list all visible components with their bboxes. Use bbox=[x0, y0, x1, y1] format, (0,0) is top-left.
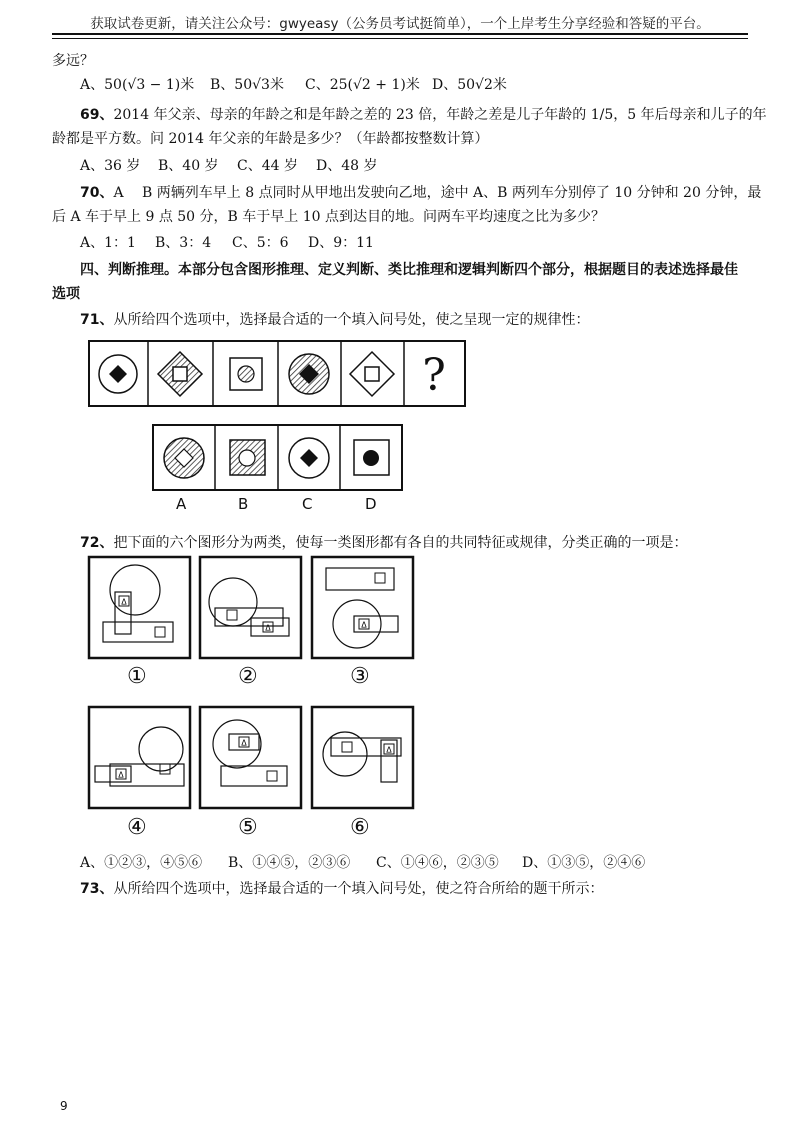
page-header-banner: 获取试卷更新，请关注公众号：gwyeasy（公务员考试挺简单），一个上岸考生分享经验和答疑的平台。 bbox=[90, 16, 710, 32]
q68-option-b: B、50√3米 bbox=[210, 77, 284, 93]
svg-text:Δ: Δ bbox=[241, 738, 247, 748]
q72-figure-5 bbox=[199, 706, 303, 810]
q72-option-b: B、①④⑤，②③⑥ bbox=[228, 855, 351, 871]
svg-text:Δ: Δ bbox=[118, 770, 124, 780]
q72-figure-1 bbox=[88, 556, 192, 660]
q72-option-d: D、①③⑤，②④⑥ bbox=[522, 855, 646, 871]
q69-stem-line2: 龄都是平方数。问 2014 年父亲的年龄是多少？（年龄都按整数计算） bbox=[52, 131, 489, 147]
q72-stem: 72、把下面的六个图形分为两类，使每一类图形都有各自的共同特征或规律，分类正确的一项是： bbox=[80, 535, 688, 551]
svg-text:Δ: Δ bbox=[265, 623, 271, 633]
q72-figure-label-2: ② bbox=[238, 664, 258, 689]
q72-figure-label-6: ⑥ bbox=[350, 815, 370, 840]
q72-option-a: A、①②③，④⑤⑥ bbox=[80, 855, 203, 871]
q69-option-b: B、40 岁 bbox=[158, 158, 219, 174]
q72-figure-6 bbox=[311, 706, 415, 810]
q68-option-a: A、50(√3 − 1)米 bbox=[80, 77, 195, 93]
section4-heading-line2: 选项 bbox=[52, 286, 80, 302]
q70-stem-line1: 70、A B 两辆列车早上 8 点同时从甲地出发驶向乙地，途中 A、B 两列车分别停了 10 分钟和 20 分钟，最 bbox=[80, 185, 762, 201]
q71-option-label-d: D bbox=[365, 495, 377, 513]
svg-text:Δ: Δ bbox=[361, 620, 367, 630]
q71-sequence-figure bbox=[88, 340, 468, 408]
q72-figure-3 bbox=[311, 556, 415, 660]
q71-question-mark: ? bbox=[422, 350, 446, 401]
q72-figure-2 bbox=[199, 556, 303, 660]
q72-figure-label-4: ④ bbox=[127, 815, 147, 840]
q72-figure-label-3: ③ bbox=[350, 664, 370, 689]
q71-option-label-b: B bbox=[238, 495, 249, 513]
q72-figure-4 bbox=[88, 706, 192, 810]
q71-option-label-c: C bbox=[302, 495, 313, 513]
header-rule-thick bbox=[52, 33, 748, 35]
q70-stem-line2: 后 A 车于早上 9 点 50 分，B 车于早上 10 点到达目的地。问两车平均速度之比为多少？ bbox=[52, 209, 605, 225]
q70-option-a: A、1：1 bbox=[80, 235, 136, 251]
q70-option-c: C、5：6 bbox=[232, 235, 289, 251]
q71-option-label-a: A bbox=[176, 495, 187, 513]
header-rule-thin bbox=[52, 38, 748, 39]
section4-heading-line1: 四、判断推理。本部分包含图形推理、定义判断、类比推理和逻辑判断四个部分，根据题目的表述选择最佳 bbox=[80, 262, 738, 278]
page-number: 9 bbox=[60, 1099, 68, 1113]
q72-option-c: C、①④⑥，②③⑤ bbox=[376, 855, 499, 871]
svg-text:Δ: Δ bbox=[121, 597, 127, 607]
q68-tail: 多远？ bbox=[52, 53, 94, 69]
q70-option-d: D、9：11 bbox=[308, 235, 374, 251]
q69-option-d: D、48 岁 bbox=[316, 158, 378, 174]
q69-option-c: C、44 岁 bbox=[237, 158, 298, 174]
q68-option-d: D、50√2米 bbox=[432, 77, 507, 93]
q71-options-figure bbox=[152, 424, 404, 492]
q71-stem: 71、从所给四个选项中，选择最合适的一个填入问号处，使之呈现一定的规律性： bbox=[80, 312, 590, 328]
q72-figure-label-1: ① bbox=[127, 664, 147, 689]
q68-option-c: C、25(√2 + 1)米 bbox=[305, 77, 420, 93]
q72-figure-label-5: ⑤ bbox=[238, 815, 258, 840]
q70-option-b: B、3：4 bbox=[155, 235, 212, 251]
q69-stem-line1: 69、2014 年父亲、母亲的年龄之和是年龄之差的 23 倍，年龄之差是儿子年龄的 1/5，5 年后母亲和儿子的年 bbox=[80, 107, 767, 123]
q69-option-a: A、36 岁 bbox=[80, 158, 141, 174]
q73-stem: 73、从所给四个选项中，选择最合适的一个填入问号处，使之符合所给的题干所示： bbox=[80, 881, 604, 897]
svg-text:Δ: Δ bbox=[386, 745, 392, 755]
